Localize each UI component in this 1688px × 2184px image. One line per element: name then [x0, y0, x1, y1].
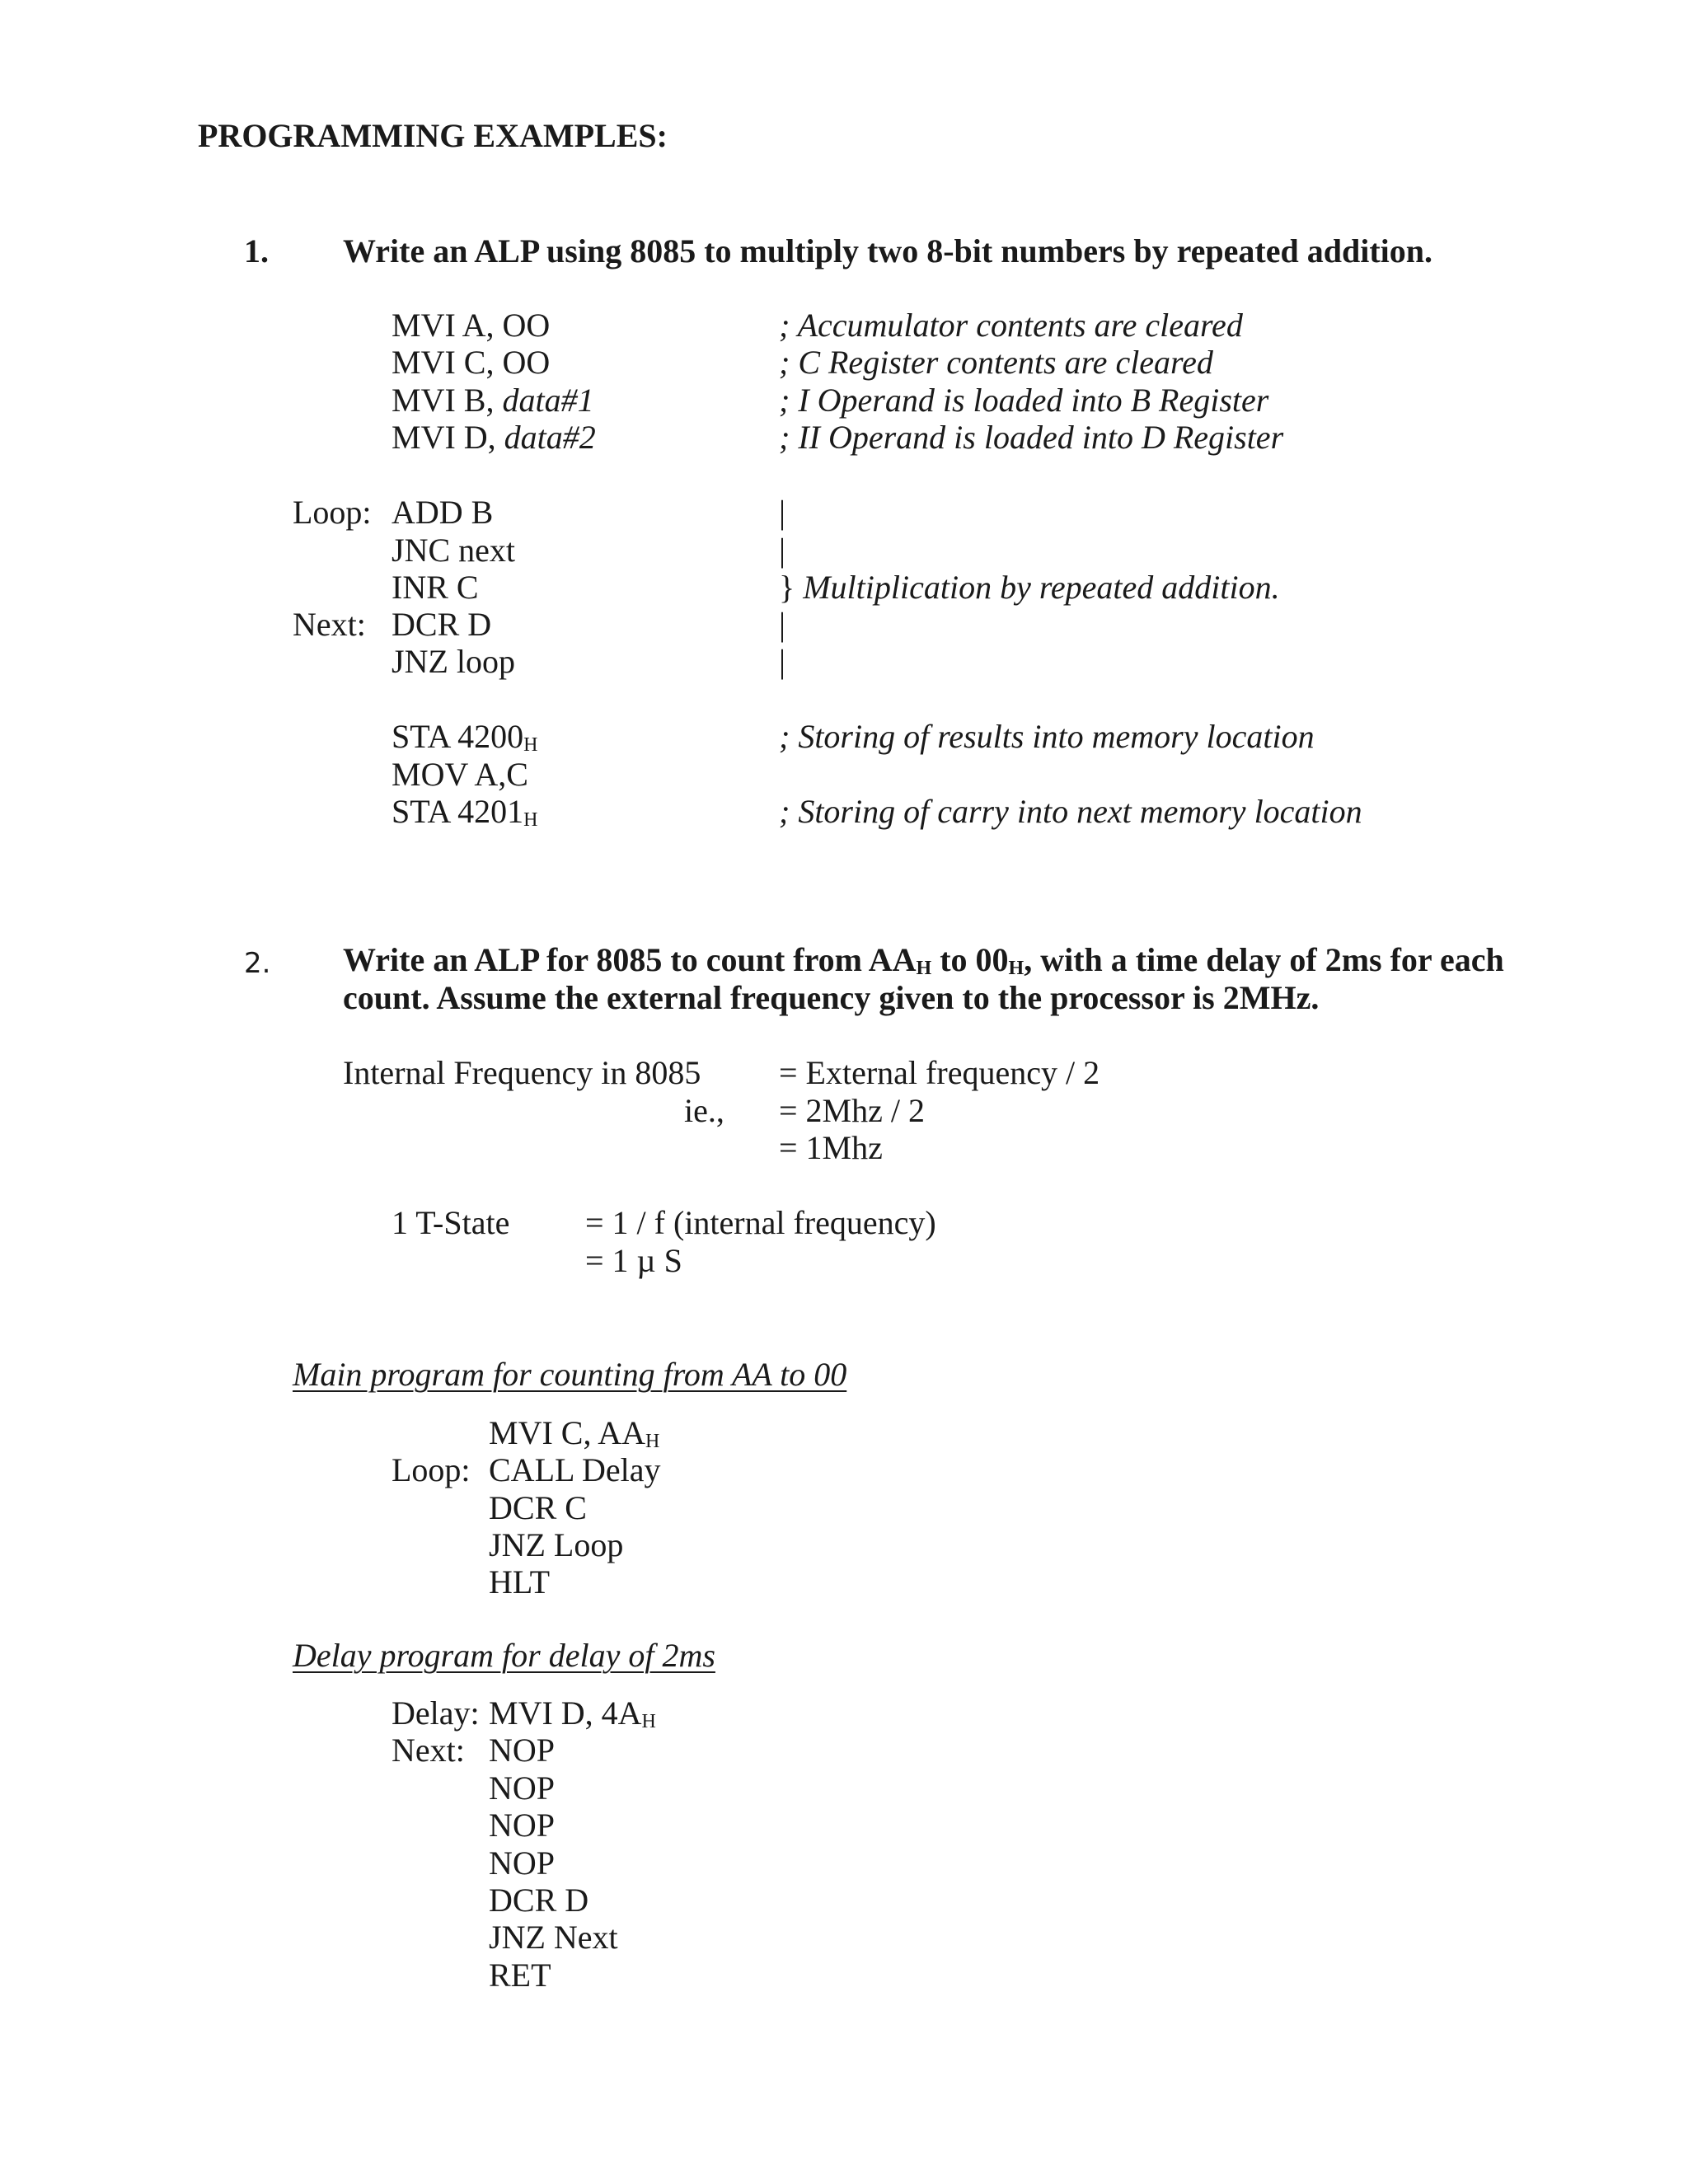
- delay-label: Next:: [392, 1732, 465, 1769]
- ex1-loop-mark: |: [779, 606, 786, 643]
- ex1-loop-mark: } Multiplication by repeated addition.: [779, 569, 1280, 606]
- freq-line: = 2Mhz / 2: [779, 1092, 925, 1129]
- ex1-title: Write an ALP using 8085 to multiply two 8-bit numbers by repeated addition.: [343, 232, 1432, 269]
- main-op: DCR C: [489, 1489, 587, 1526]
- delay-op: NOP: [489, 1844, 556, 1882]
- ex1-loop-op: ADD B: [392, 494, 494, 531]
- ex1-store-comment: ; Storing of carry into next memory location: [779, 793, 1362, 830]
- delay-op: NOP: [489, 1732, 556, 1769]
- delay-op: NOP: [489, 1769, 556, 1807]
- main-op: JNZ Loop: [489, 1526, 624, 1563]
- ex1-loop-label: Next:: [293, 606, 366, 643]
- ex1-init-comment: ; I Operand is loaded into B Register: [779, 382, 1269, 419]
- ex1-loop-mark: |: [779, 494, 786, 531]
- delay-op: MVI D, $4A_H$: [489, 1694, 656, 1732]
- delay-op: DCR D: [489, 1882, 589, 1919]
- delay-op: JNZ Next: [489, 1919, 618, 1956]
- ex1-loop-mark: |: [779, 643, 786, 680]
- main-op: HLT: [489, 1563, 551, 1601]
- tstate-label: 1 T-State: [392, 1204, 510, 1241]
- tstate-line: = 1 µ S: [585, 1242, 682, 1279]
- freq-label: Internal Frequency in 8085: [343, 1054, 701, 1091]
- delay-program-heading: Delay program for delay of 2ms: [293, 1637, 715, 1674]
- ex2-number: 2.: [244, 947, 271, 980]
- tstate-line: = 1 / f (internal frequency): [585, 1204, 936, 1241]
- ex1-init-comment: ; Accumulator contents are cleared: [779, 307, 1243, 344]
- ex1-loop-op: INR C: [392, 569, 479, 606]
- ex1-store-op: STA $4201_H$: [392, 793, 538, 831]
- page-title: PROGRAMMING EXAMPLES:: [198, 117, 668, 154]
- freq-line: = 1Mhz: [779, 1129, 883, 1166]
- ex1-store-op: STA $4200_H$: [392, 718, 538, 756]
- ex1-init-op: MVI A, OO: [392, 307, 551, 344]
- main-op: CALL Delay: [489, 1451, 661, 1488]
- ex1-store-op: MOV A,C: [392, 756, 528, 793]
- ex1-init-op: MVI B, data#1: [392, 382, 594, 419]
- delay-op: RET: [489, 1957, 551, 1994]
- ex1-init-comment: ; II Operand is loaded into D Register: [779, 419, 1284, 456]
- ex2-title-line1: Write an ALP for 8085 to count from $AA_H$ to $00_H$, with a time delay of 2ms for each: [343, 941, 1504, 979]
- ex1-loop-mark: |: [779, 532, 786, 569]
- ex1-loop-op: DCR D: [392, 606, 492, 643]
- ex1-init-op: MVI C, OO: [392, 344, 551, 381]
- main-program-heading: Main program for counting from AA to 00: [293, 1356, 847, 1393]
- freq-ie: ie.,: [684, 1092, 724, 1129]
- freq-line: = External frequency / 2: [779, 1054, 1100, 1091]
- main-op: MVI C, $AA_H$: [489, 1414, 660, 1452]
- ex2-title-line2: count. Assume the external frequency given to the processor is 2MHz.: [343, 979, 1320, 1016]
- ex1-init-comment: ; C Register contents are cleared: [779, 344, 1213, 381]
- ex1-loop-op: JNC next: [392, 532, 515, 569]
- ex1-loop-op: JNZ loop: [392, 643, 515, 680]
- delay-op: NOP: [489, 1807, 556, 1844]
- main-label: Loop:: [392, 1451, 471, 1488]
- ex1-number: 1.: [244, 232, 269, 269]
- ex1-init-op: MVI D, data#2: [392, 419, 596, 456]
- delay-label: Delay:: [392, 1694, 480, 1732]
- ex1-loop-label: Loop:: [293, 494, 372, 531]
- ex1-store-comment: ; Storing of results into memory location: [779, 718, 1315, 755]
